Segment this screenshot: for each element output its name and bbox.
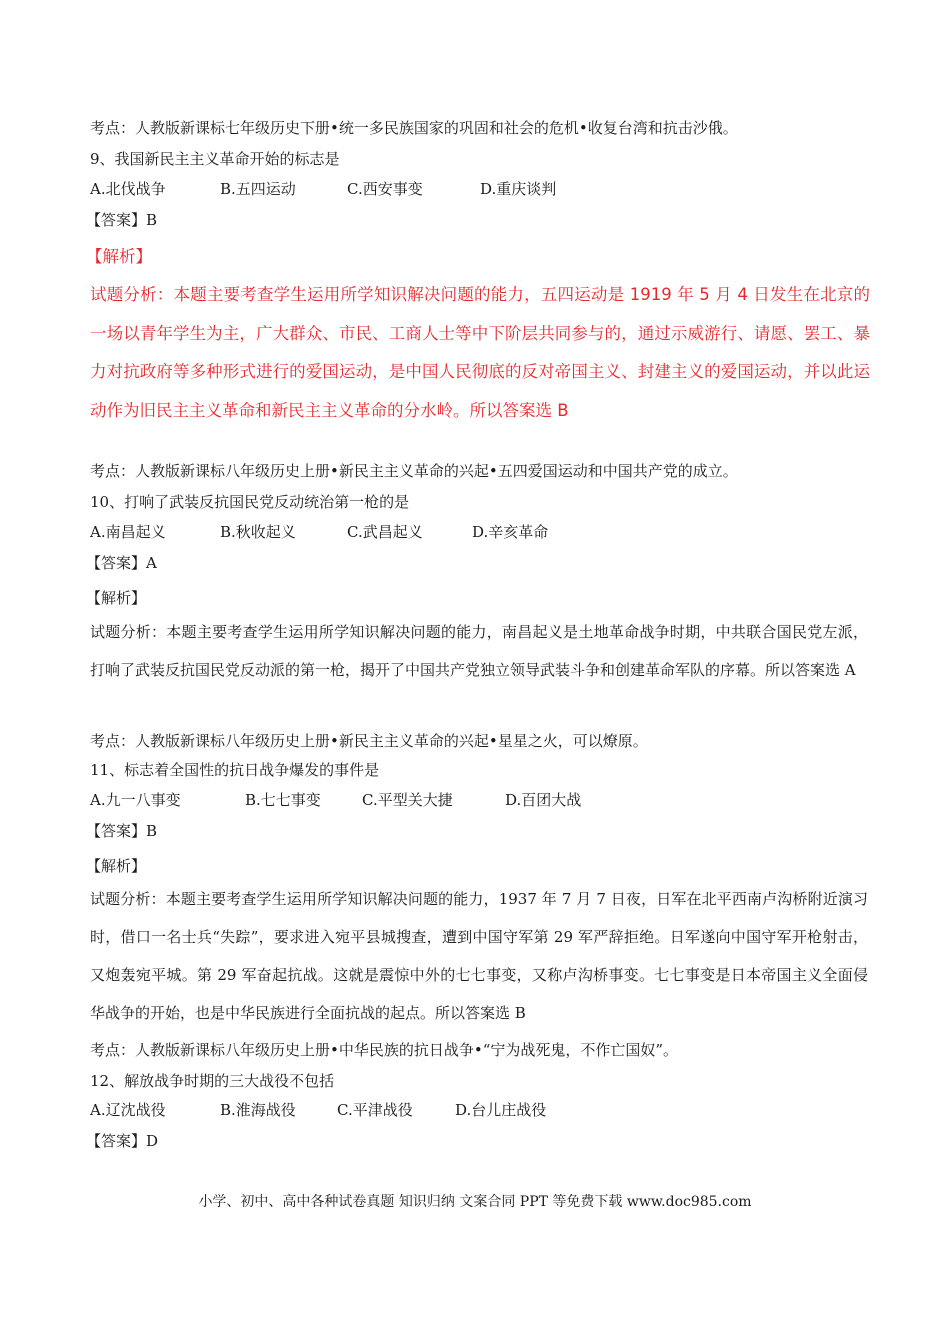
q9-option-d: D.重庆谈判 [480, 180, 557, 198]
q10-analysis: 试题分析：本题主要考查学生运用所学知识解决问题的能力，南昌起义是土地革命战争时期，中共联合国民党左派，打响了武装反抗国民党反动派的第一枪，揭开了中国共产党独立领导武装斗争和创建革命军队的序幕。所以答案选 A [90, 623, 868, 679]
q9-option-b: B.五四运动 [220, 180, 296, 198]
q10-kaodian: 考点：人教版新课标八年级历史上册•新民主主义革命的兴起•星星之火，可以燎原。 [90, 732, 648, 750]
q11-analysis-heading: 【解析】 [86, 857, 147, 875]
q10-option-a: A.南昌起义 [90, 523, 166, 541]
page-footer: 小学、初中、高中各种试卷真题 知识归纳 文案合同 PPT 等免费下载 www.doc985.com [198, 1194, 752, 1210]
q12-answer: 【答案】D [86, 1132, 159, 1150]
q9-analysis: 试题分析：本题主要考查学生运用所学知识解决问题的能力，五四运动是 1919 年 5 月 4 日发生在北京的一场以青年学生为主，广大群众、市民、工商人士等中下阶层共同参与的，通过示威游行、请愿、罢工、暴力对抗政府等多种形式进行的爱国运动，是中国人民彻底的反对帝国主义、封建主义的爱国运动，并以此运动作为旧民主主义革命和新民主主义革命的分水岭。所以答案选 B [90, 285, 870, 420]
q9-option-c: C.西安事变 [347, 180, 423, 198]
q12-option-c: C.平津战役 [337, 1101, 413, 1119]
q10-answer: 【答案】A [86, 554, 157, 572]
q9-kaodian: 考点：人教版新课标八年级历史上册•新民主主义革命的兴起•五四爱国运动和中国共产党的成立。 [90, 462, 738, 480]
question-10: 10、打响了武装反抗国民党反动统治第一枪的是 [90, 493, 410, 511]
q11-option-b: B.七七事变 [245, 791, 321, 809]
q12-option-b: B.淮海战役 [220, 1101, 296, 1119]
q10-option-c: C.武昌起义 [347, 523, 423, 541]
q11-option-c: C.平型关大捷 [362, 791, 453, 809]
question-9: 9、我国新民主主义革命开始的标志是 [90, 150, 340, 168]
q11-analysis: 试题分析：本题主要考查学生运用所学知识解决问题的能力，1937 年 7 月 7 日夜，日军在北平西南卢沟桥附近演习时，借口一名士兵“失踪”，要求进入宛平县城搜查，遭到中国守军第 29 军严辞拒绝。日军遂向中国守军开枪射击，又炮轰宛平城。第 29 军奋起抗战。这就是震惊中外的七七事变，又称卢沟桥事变。七七事变是日本帝国主义全面侵华战争的开始，也是中华民族进行全面抗战的起点。所以答案选 B [90, 890, 868, 1022]
q11-option-a: A.九一八事变 [90, 791, 181, 809]
q9-option-a: A.北伐战争 [90, 180, 166, 198]
q9-answer: 【答案】B [86, 211, 158, 229]
q12-option-d: D.台儿庄战役 [455, 1101, 547, 1119]
question-11: 11、标志着全国性的抗日战争爆发的事件是 [90, 761, 380, 779]
kaodian-q8: 考点：人教版新课标七年级历史下册•统一多民族国家的巩固和社会的危机•收复台湾和抗击沙俄。 [90, 119, 738, 137]
q10-analysis-heading: 【解析】 [86, 589, 147, 607]
q10-option-b: B.秋收起义 [220, 523, 296, 541]
q9-analysis-heading: 【解析】 [86, 247, 152, 266]
q10-option-d: D.辛亥革命 [472, 523, 549, 541]
q12-option-a: A.辽沈战役 [90, 1101, 166, 1119]
q11-kaodian: 考点：人教版新课标八年级历史上册•中华民族的抗日战争•“宁为战死鬼，不作亡国奴”。 [90, 1041, 679, 1059]
q11-option-d: D.百团大战 [505, 791, 582, 809]
question-12: 12、解放战争时期的三大战役不包括 [90, 1072, 335, 1090]
q11-answer: 【答案】B [86, 822, 158, 840]
